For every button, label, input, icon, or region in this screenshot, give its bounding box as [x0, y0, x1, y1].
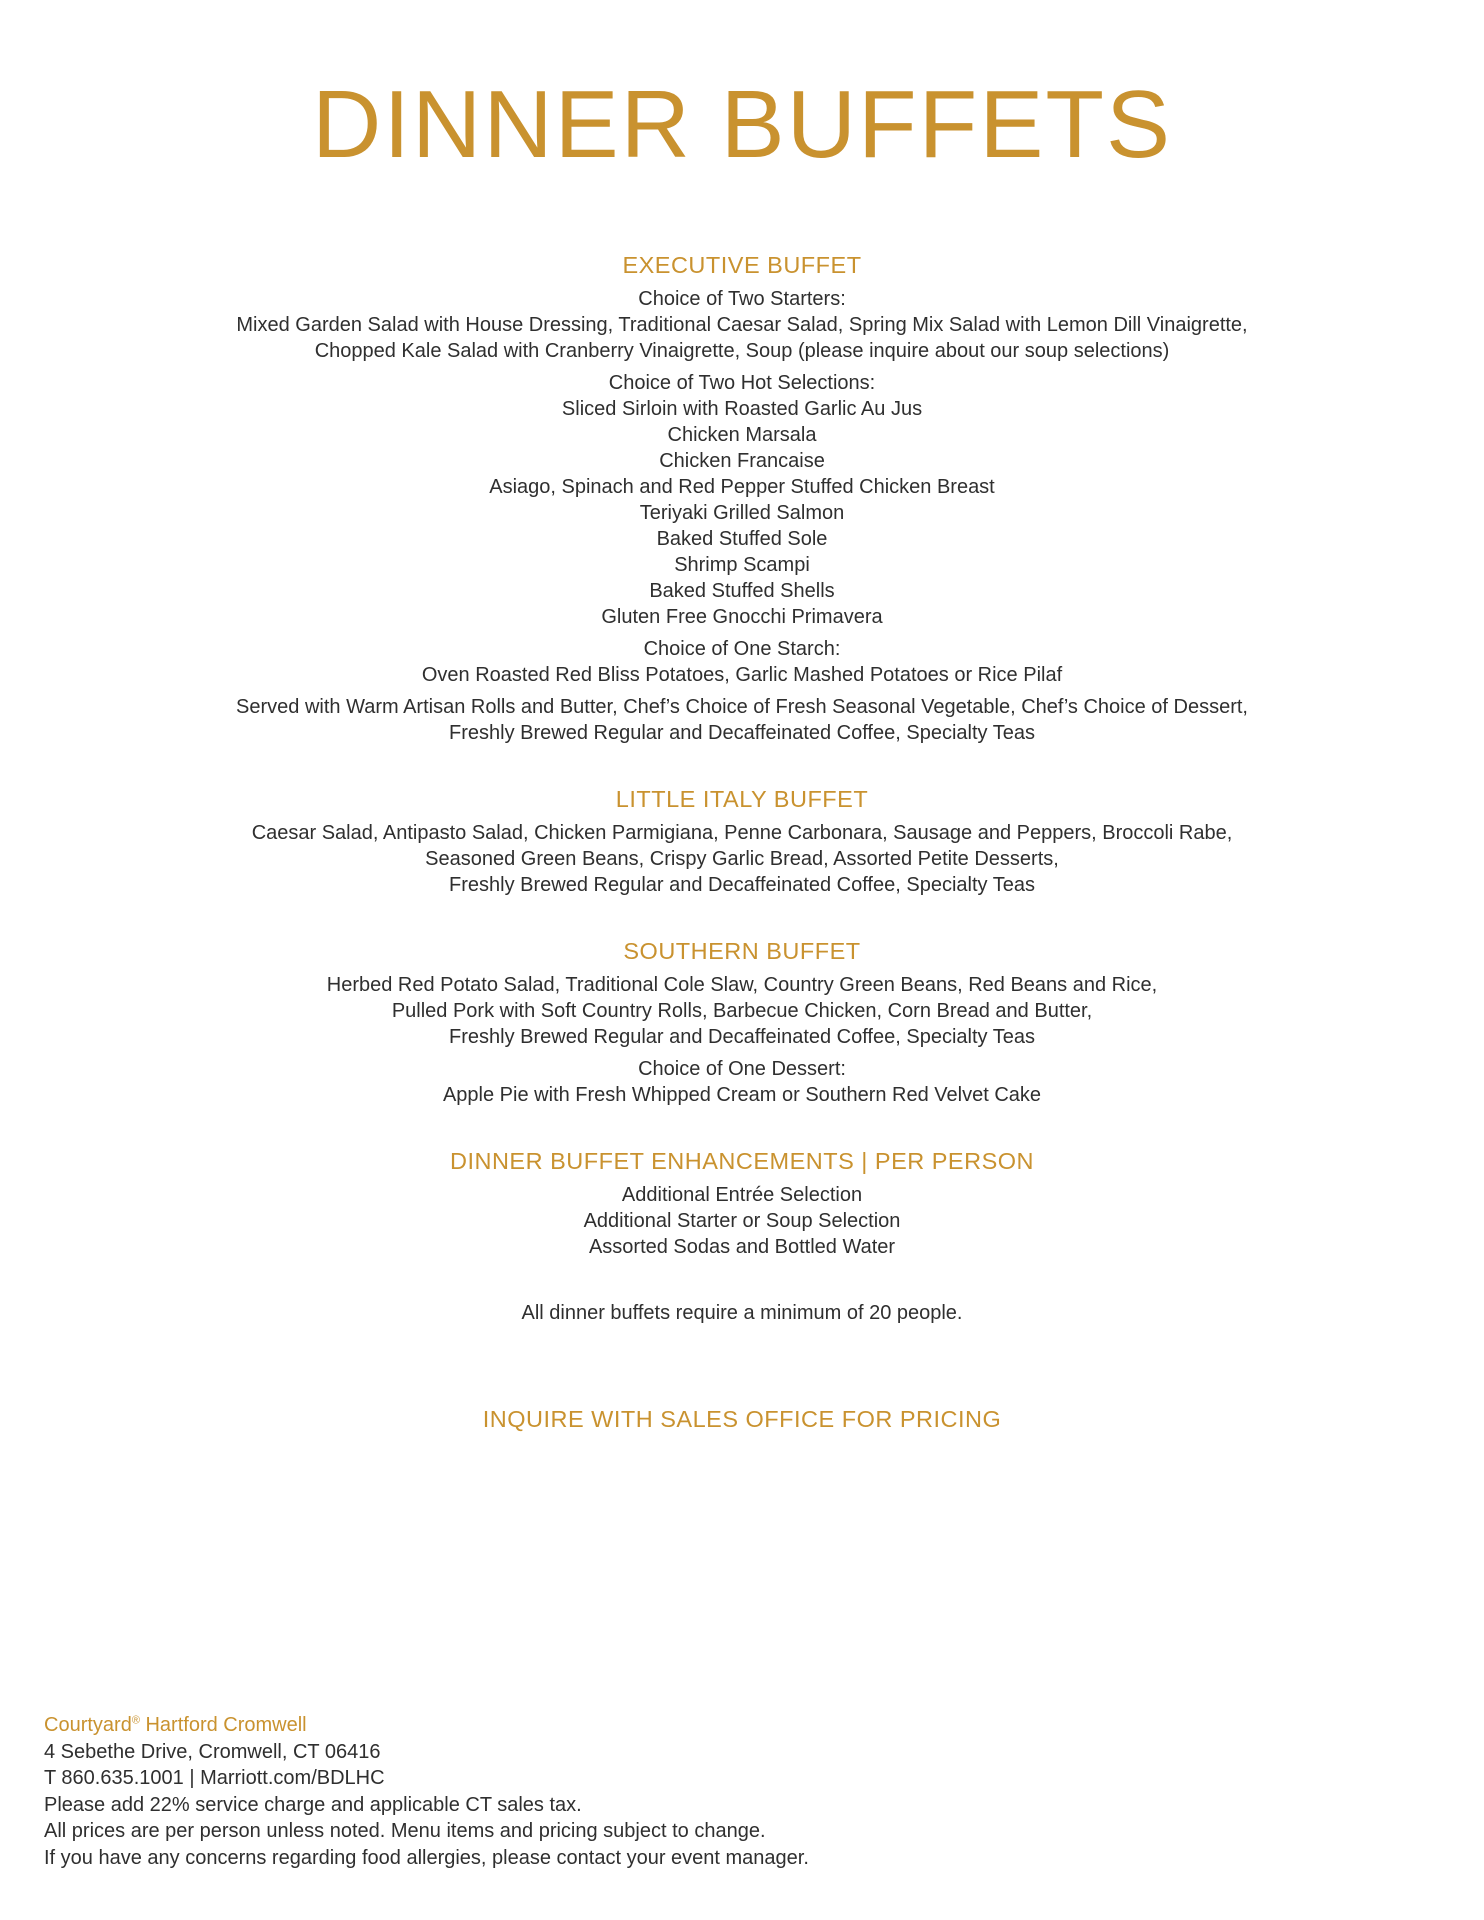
menu-line: Assorted Sodas and Bottled Water	[588, 1236, 896, 1258]
venue-name	[44, 1712, 1044, 1739]
menu-group	[0, 370, 1484, 630]
menu-line: Baked Stuffed Sole	[656, 528, 828, 550]
section-heading: SOUTHERN BUFFET	[623, 938, 861, 964]
menu-group	[0, 972, 1484, 1050]
menu-line: Baked Stuffed Shells	[649, 580, 835, 602]
menu-line: Choice of Two Starters:	[638, 288, 846, 310]
menu-line: Chicken Marsala	[667, 424, 817, 446]
menu-line: Asiago, Spinach and Red Pepper Stuffed Chicken Breast	[489, 476, 995, 498]
pricing-cta: INQUIRE WITH SALES OFFICE FOR PRICING	[482, 1406, 1002, 1432]
menu-line: Herbed Red Potato Salad, Traditional Cole Slaw, Country Green Beans, Red Beans and Rice,	[326, 974, 1158, 996]
menu-line: Choice of Two Hot Selections:	[608, 372, 876, 394]
page-title: DINNER BUFFETS	[311, 71, 1173, 178]
footer	[44, 1712, 1044, 1871]
menu-line: Freshly Brewed Regular and Decaffeinated Coffee, Specialty Teas	[449, 874, 1035, 896]
menu-line: Sliced Sirloin with Roasted Garlic Au Jus	[561, 398, 923, 420]
menu-line: Teriyaki Grilled Salmon	[639, 502, 845, 524]
section-heading: EXECUTIVE BUFFET	[622, 252, 862, 278]
venue-location: Hartford Cromwell	[139, 1714, 307, 1736]
menu-line: Served with Warm Artisan Rolls and Butter, Chef’s Choice of Fresh Seasonal Vegetable, Chef’s Choice of Dessert,	[236, 696, 1248, 718]
menu-section	[0, 936, 1484, 1108]
menu-group	[0, 1056, 1484, 1108]
menu-line: Chicken Francaise	[659, 450, 825, 472]
menu-group	[0, 636, 1484, 688]
menu-line: Freshly Brewed Regular and Decaffeinated Coffee, Specialty Teas	[449, 1026, 1035, 1048]
menu-line: Shrimp Scampi	[674, 554, 810, 576]
menu-section	[0, 784, 1484, 898]
menu-line: Freshly Brewed Regular and Decaffeinated Coffee, Specialty Teas	[449, 722, 1035, 744]
menu-line: Additional Entrée Selection	[621, 1184, 863, 1206]
menu-line: Choice of One Starch:	[643, 638, 841, 660]
menu-line: Seasoned Green Beans, Crispy Garlic Bread, Assorted Petite Desserts,	[425, 848, 1059, 870]
menu-line: Gluten Free Gnocchi Primavera	[601, 606, 883, 628]
menu-line: Mixed Garden Salad with House Dressing, Traditional Caesar Salad, Spring Mix Salad with Lemon Dill Vinaigrette,	[236, 314, 1248, 336]
menu-line: Pulled Pork with Soft Country Rolls, Barbecue Chicken, Corn Bread and Butter,	[391, 1000, 1093, 1022]
menu-section	[0, 250, 1484, 746]
venue-brand: Courtyard	[44, 1714, 132, 1736]
minimum-note: All dinner buffets require a minimum of 20 people.	[521, 1302, 963, 1324]
menu-group	[0, 286, 1484, 364]
menu-line: Additional Starter or Soup Selection	[583, 1210, 901, 1232]
menu-line: Caesar Salad, Antipasto Salad, Chicken Parmigiana, Penne Carbonara, Sausage and Peppers, Broccoli Rabe,	[251, 822, 1233, 844]
menu-group	[0, 1182, 1484, 1260]
service-charge-note: Please add 22% service charge and applicable CT sales tax.	[44, 1793, 582, 1816]
venue-contact: T 860.635.1001 | Marriott.com/BDLHC	[44, 1767, 385, 1789]
menu-line: Chopped Kale Salad with Cranberry Vinaigrette, Soup (please inquire about our soup selections)	[314, 340, 1170, 362]
pricing-note: All prices are per person unless noted. Menu items and pricing subject to change.	[44, 1820, 766, 1842]
menu-line: Choice of One Dessert:	[638, 1058, 846, 1080]
section-heading: DINNER BUFFET ENHANCEMENTS | PER PERSON	[449, 1148, 1035, 1174]
menu-line: Oven Roasted Red Bliss Potatoes, Garlic Mashed Potatoes or Rice Pilaf	[421, 664, 1063, 686]
section-heading: LITTLE ITALY BUFFET	[615, 786, 869, 812]
venue-address: 4 Sebethe Drive, Cromwell, CT 06416	[44, 1740, 381, 1763]
menu-section	[0, 1146, 1484, 1260]
registered-mark: ®	[131, 1714, 140, 1727]
menu-line: Apple Pie with Fresh Whipped Cream or Southern Red Velvet Cake	[442, 1084, 1042, 1106]
menu-group	[0, 694, 1484, 746]
menu-group	[0, 820, 1484, 898]
menu-sections	[0, 250, 1484, 1260]
allergy-note: If you have any concerns regarding food allergies, please contact your event manager.	[44, 1846, 809, 1869]
